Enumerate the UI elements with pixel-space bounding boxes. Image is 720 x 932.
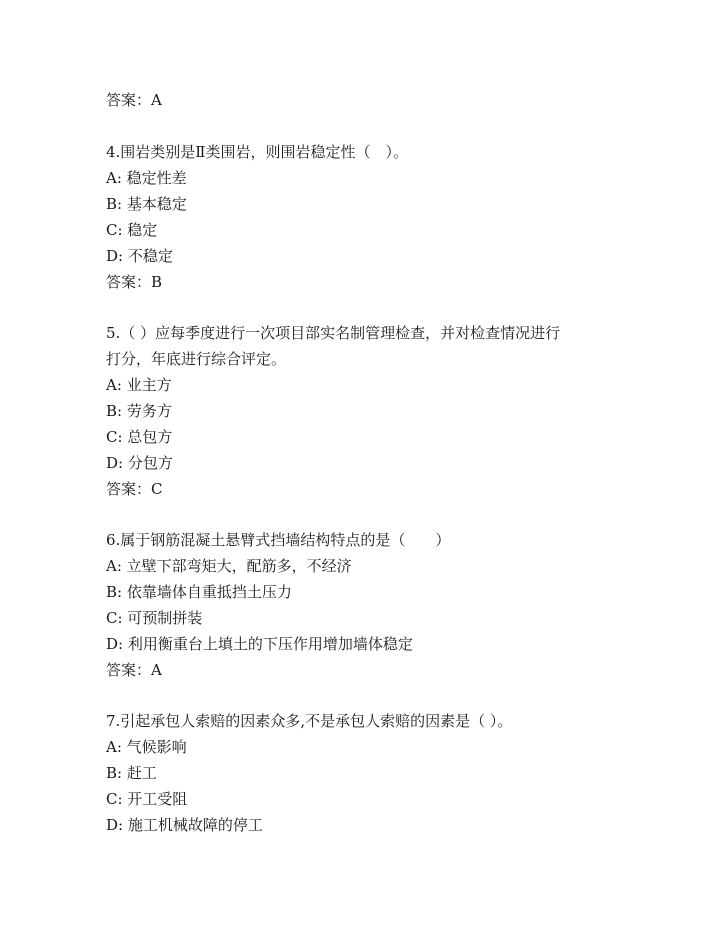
option-c: C: 开工受阻 [106,790,188,808]
question-stem: 6.属于钢筋混凝土悬臂式挡墙结构特点的是（ ） [106,531,451,549]
option-d: D: 施工机械故障的停工 [106,816,263,834]
answer-line: 答案：B [106,273,163,291]
option-a: A: 气候影响 [106,738,187,756]
option-a: A: 业主方 [106,376,172,394]
option-b: B: 赶工 [106,764,157,782]
question-stem-continuation: 打分，年底进行综合评定。 [106,350,287,368]
option-a: A: 稳定性差 [106,169,187,187]
option-b: B: 劳务方 [106,402,172,420]
option-b: B: 依靠墙体自重抵挡土压力 [106,583,292,601]
option-c: C: 可预制拼装 [106,609,203,627]
option-c: C: 稳定 [106,221,158,239]
option-d: D: 分包方 [106,454,173,472]
option-a: A: 立壁下部弯矩大，配筋多，不经济 [106,557,352,575]
option-b: B: 基本稳定 [106,195,187,213]
question-stem: 5.（ ）应每季度进行一次项目部实名制管理检查，并对检查情况进行 [106,324,561,342]
answer-line: 答案：A [106,91,162,109]
answer-line: 答案：A [106,661,162,679]
question-stem: 4.围岩类别是Ⅱ类围岩，则围岩稳定性（ ）。 [106,143,409,161]
question-stem: 7.引起承包人索赔的因素众多,不是承包人索赔的因素是（ ）。 [106,712,513,730]
option-d: D: 利用衡重台上填土的下压作用增加墙体稳定 [106,635,413,653]
option-d: D: 不稳定 [106,247,173,265]
option-c: C: 总包方 [106,428,173,446]
answer-line: 答案：C [106,480,163,498]
